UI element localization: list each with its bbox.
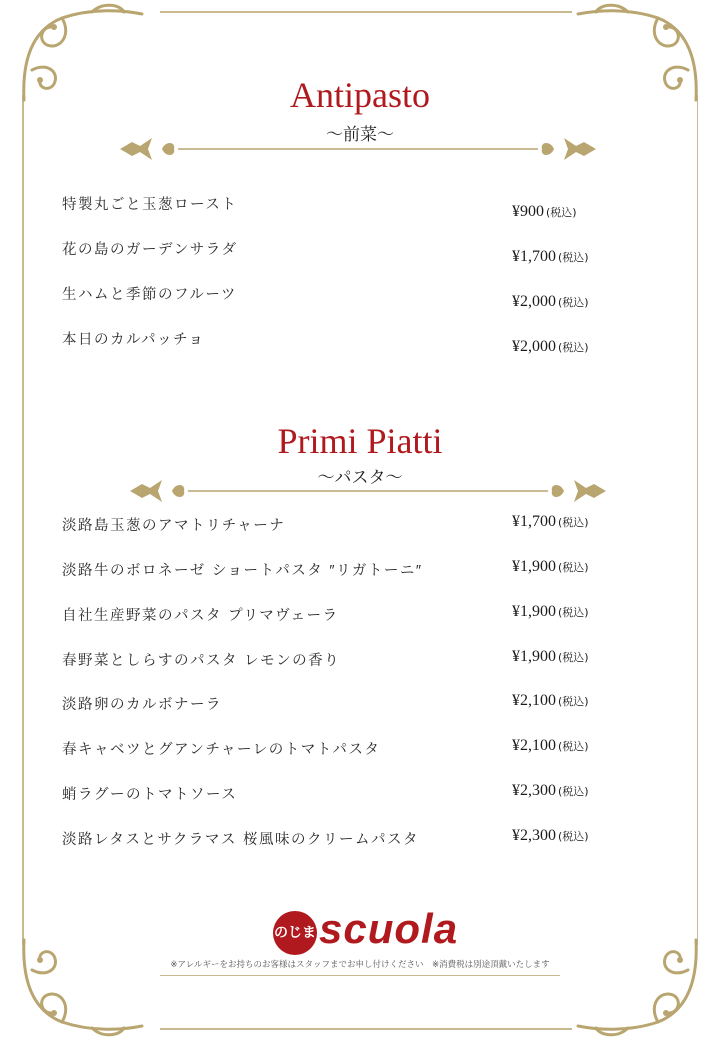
pasta-item-name: 淡路島玉葱のアマトリチャーナ [62, 518, 286, 534]
primi-title: Primi Piatti [277, 421, 443, 461]
antipasto-item-name: 特製丸ごと玉葱ロースト [62, 197, 238, 213]
pasta-item-price: ¥2,100 (税込) [512, 737, 589, 754]
antipasto-item-price: ¥2,000 (税込) [512, 338, 589, 355]
pasta-item-name: 淡路レタスとサクラマス 桜風味のクリームパスタ [62, 832, 419, 848]
pasta-item-name: 蛸ラグーのトマトソース [62, 787, 238, 803]
pasta-item-price: ¥1,700 (税込) [512, 513, 589, 530]
restaurant-logo [273, 905, 473, 961]
antipasto-title: Antipasto [290, 75, 430, 115]
primi-divider-ornament [128, 476, 608, 506]
pasta-item-price: ¥2,100 (税込) [512, 692, 589, 709]
pasta-item-price: ¥1,900 (税込) [512, 558, 589, 575]
antipasto-item-price: ¥2,000 (税込) [512, 293, 589, 310]
logo-wordmark: scuola [319, 905, 459, 952]
pasta-item-price: ¥2,300 (税込) [512, 782, 589, 799]
pasta-item-name: 淡路卵のカルボナーラ [62, 697, 222, 713]
antipasto-divider-ornament [118, 134, 598, 164]
antipasto-item-price: ¥1,700 (税込) [512, 248, 589, 265]
frame-left-border [22, 95, 24, 945]
pasta-item-name: 自社生産野菜のパスタ プリマヴェーラ [62, 608, 339, 624]
footer-rule [160, 975, 560, 976]
antipasto-item-name: 花の島のガーデンサラダ [62, 242, 238, 258]
antipasto-item-price: ¥900 (税込) [512, 203, 577, 220]
pasta-item-name: 春キャベツとグアンチャーレのトマトパスタ [62, 742, 381, 758]
corner-ornament-bottom-left [2, 930, 152, 1040]
allergy-tax-notice: ※アレルギーをお持ちのお客様はスタッフまでお申し付けください ※消費税は別途頂戴いたします [170, 960, 550, 970]
frame-bottom-border [160, 1028, 572, 1030]
primi-subtitle: ～パスタ～ [317, 468, 403, 488]
antipasto-item-name: 生ハムと季節のフルーツ [62, 287, 237, 303]
frame-top-border [160, 11, 572, 13]
pasta-item-price: ¥1,900 (税込) [512, 603, 589, 620]
corner-ornament-bottom-right [568, 930, 718, 1040]
frame-right-border [697, 95, 699, 945]
antipasto-item-name: 本日のカルパッチョ [62, 332, 205, 348]
antipasto-subtitle: ～前菜～ [326, 125, 394, 145]
pasta-item-price: ¥2,300 (税込) [512, 827, 589, 844]
logo-badge: のじま [273, 911, 317, 955]
pasta-item-name: 淡路牛のボロネーゼ ショートパスタ ″リガトーニ″ [62, 563, 423, 579]
pasta-item-name: 春野菜としらすのパスタ レモンの香り [62, 653, 341, 669]
pasta-item-price: ¥1,900 (税込) [512, 648, 589, 665]
